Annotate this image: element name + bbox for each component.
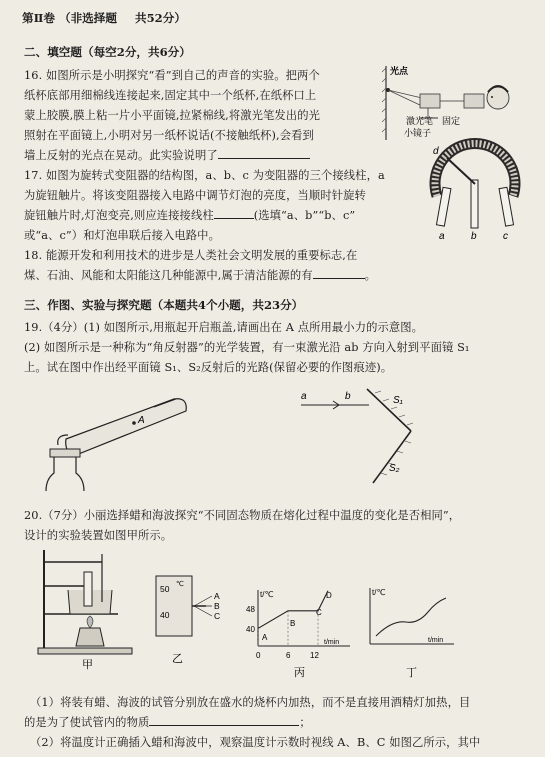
fig-yi-thermometer: [150, 570, 240, 664]
point-label-c: C: [316, 608, 322, 617]
q16-line-5-text: 墙上反射的光点在晃动。此实验说明了: [24, 149, 218, 162]
mirror-s2: [373, 431, 411, 483]
point-label-b: B: [290, 619, 296, 628]
boy-eye: [491, 96, 493, 98]
point-label-d: D: [326, 591, 332, 600]
unit-c: ℃: [176, 581, 184, 588]
q18-answer-blank[interactable]: [313, 277, 365, 279]
y-axis-label: t/℃: [260, 590, 274, 599]
flame: [87, 616, 93, 628]
sight-lines: [194, 596, 212, 616]
q19-opener-figure: [36, 395, 196, 495]
section-score: 共52分）: [135, 11, 186, 25]
q17-answer-blank[interactable]: [214, 217, 254, 219]
stand-base: [38, 648, 132, 654]
section-title: [22, 13, 186, 25]
q20-line-1: 20.（7分）小丽选择蜡和海波探究“不同固态物质在熔化过程中温度的变化是否相同”，: [24, 509, 461, 522]
mirror-s1: [367, 389, 411, 431]
val-40: 40: [246, 625, 255, 634]
q20-part1-blank[interactable]: [149, 724, 299, 726]
terminal-b: [471, 180, 478, 228]
q16-line-2: 纸杯底部用细棉线连接起来,固定其中一个纸杯,在纸杯口上: [24, 89, 317, 102]
q17-line-2: 为旋钮触片。将该变阻器接入电路中调节灯泡的亮度，当顺时针旋转: [24, 189, 366, 202]
section-title-text: 第Ⅱ卷 （非选择题: [22, 11, 117, 25]
q17-line-1: 17. 如图为旋转式变阻器的结构图，a、b、c 为变阻器的三个接线柱，a: [24, 169, 385, 182]
bottle-cap: [50, 449, 80, 457]
label-d: d: [433, 146, 439, 157]
label-point-a: A: [138, 415, 145, 426]
label-s2: S₂: [389, 463, 400, 474]
q16-answer-blank[interactable]: [218, 157, 310, 159]
label-c: c: [503, 231, 508, 242]
q17-line-3-tail: (选填“a、b”“b、c”: [253, 209, 356, 222]
label-ray-b: b: [345, 391, 351, 402]
q18-line-1: 18. 能源开发和利用技术的进步是人类社会文明发展的重要标志,在: [24, 249, 358, 262]
sight-b: B: [214, 601, 220, 611]
q17-line-3: [24, 210, 355, 221]
wall-hatch: [382, 68, 386, 132]
sight-a: A: [214, 591, 220, 601]
q19-reflector-figure: [295, 385, 435, 490]
tick-40: 40: [160, 610, 170, 620]
x-axis-label: t/min: [428, 637, 444, 644]
label-b: b: [471, 231, 477, 242]
q16-line-5: [24, 150, 310, 161]
q20-part1-text: 的是为了使试管内的物质: [24, 716, 150, 729]
q18-line-2-text: 煤、石油、风能和太阳能这几种能源中,属于清洁能源的有: [24, 269, 313, 282]
q20-part1-line-2: [24, 717, 311, 728]
alcohol-lamp: [76, 628, 104, 646]
section3-header: 三、作图、实验与探究题（本题共4个小题，共23分）: [24, 298, 304, 312]
q16-line-1: 16. 如图所示是小明探究“看”到自己的声音的实验。把两个: [24, 69, 320, 82]
light-rays: [388, 90, 422, 106]
label-jia: 甲: [82, 659, 93, 671]
q16-line-4: 照射在平面镜上,小明对另一纸杯说话(不接触纸杯),会看到: [24, 129, 314, 142]
cup-fixed: [420, 94, 440, 108]
y-axis-label: t/℃: [372, 588, 386, 597]
opener-handle: [66, 399, 187, 455]
q20-part2-line-1: （2）将温度计正确插入蜡和海波中，观察温度计示数时视线 A、B、C 如图乙所示，其中: [30, 736, 481, 749]
label-laser: 激光笔: [406, 116, 434, 126]
time-6: 6: [286, 651, 291, 660]
q16-line-3: 蒙上胶膜,膜上粘一片小平面镜,拉紧棉线,将激光笔发出的光: [24, 109, 320, 122]
fig-bing-graph: [246, 588, 358, 679]
val-48: 48: [246, 605, 255, 614]
q16-figure: [380, 62, 520, 144]
wax-curve: [376, 598, 446, 636]
q18-line-2: 煤、石油、风能和太阳能这几种能源中,属于清洁能源的有 。: [24, 269, 377, 282]
q19-line-1: 19.（4分）(1) 如图所示,用瓶起开启瓶盖,请画出在 A 点所用最小力的示意图。: [24, 321, 424, 334]
q19-line-3: 上。试在图中作出经平面镜 S₁、S₂反射后的光路(保留必要的作图痕迹)。: [24, 361, 393, 374]
q20-part1-line-1: （1）将装有蜡、海波的试管分别放在盛水的烧杯内加热，而不是直接用酒精灯加热，目: [30, 696, 471, 709]
label-a: a: [439, 231, 445, 242]
test-tube: [84, 572, 92, 606]
q17-figure: [425, 140, 525, 242]
point-label-a: A: [262, 633, 268, 642]
label-yi: 乙: [172, 653, 183, 665]
label-mirror: 小镜子: [404, 128, 432, 138]
q19-line-2: (2) 如图所示是一种称为“角反射器”的光学装置，有一束激光沿 ab 方向入射到平面镜 S₁: [24, 341, 470, 354]
label-fixed: 固定: [442, 116, 461, 126]
time-12: 12: [310, 651, 319, 660]
fig-jia-apparatus: [30, 544, 140, 671]
x-axis-label: t/min: [324, 639, 340, 646]
wiper-arm: [447, 158, 475, 184]
bottle-neck: [46, 457, 84, 491]
point-a: [132, 421, 136, 425]
label-bing: 丙: [294, 667, 305, 679]
label-ray-a: a: [301, 391, 307, 402]
label-s1: S₁: [393, 395, 403, 406]
label-spot: 光点: [390, 66, 409, 76]
label-ding: 丁: [406, 667, 417, 679]
cup-speak: [464, 94, 484, 108]
fill-in-header: 二、填空题（每空2分，共6分）: [24, 45, 191, 59]
q17-line-3-text: 旋钮触片时,灯泡变亮,则应连接接线柱: [24, 209, 214, 222]
q17-line-4: 或“a、c”）和灯泡串联后接入电路中。: [24, 229, 220, 242]
q20-part1-end: ；: [299, 716, 311, 729]
time-0: 0: [256, 651, 261, 660]
fig-ding-graph: [362, 586, 462, 682]
tick-50: 50: [160, 584, 170, 594]
sight-c: C: [214, 611, 221, 621]
q20-line-2: 设计的实验装置如图甲所示。: [24, 529, 173, 542]
